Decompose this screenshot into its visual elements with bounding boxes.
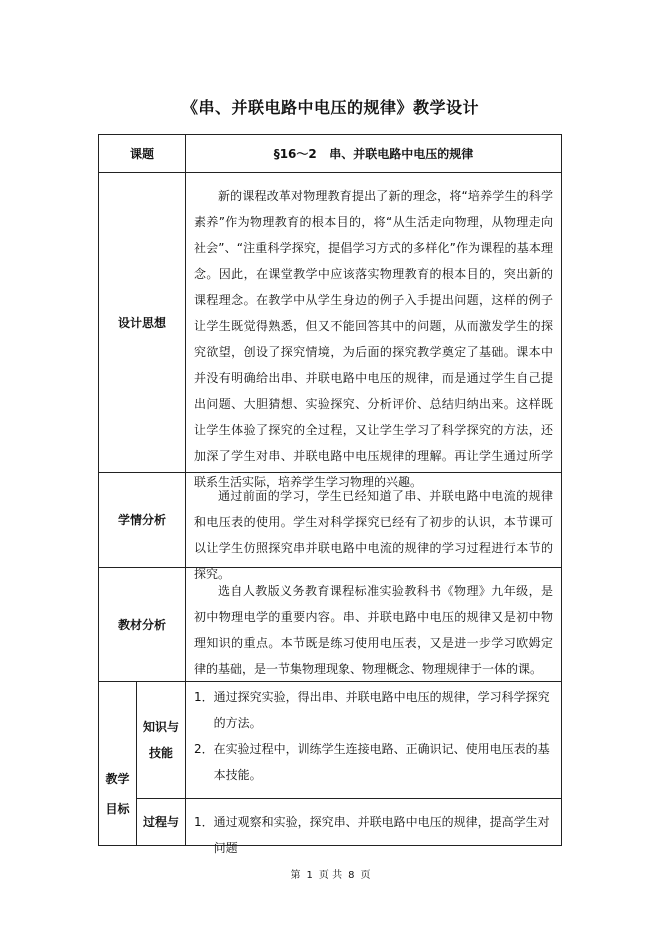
goals-label-line1: 教学 bbox=[105, 771, 130, 786]
footer-middle: 页 共 bbox=[318, 870, 343, 881]
process-list bbox=[186, 799, 562, 855]
textbook-label-cell bbox=[99, 568, 186, 682]
students-label-cell bbox=[99, 473, 186, 568]
list-number: 1． bbox=[194, 815, 214, 829]
topic-value: §16～2 串、并联电路中电压的规律 bbox=[273, 146, 474, 161]
list-item bbox=[194, 736, 553, 788]
footer-page-number: 1 bbox=[306, 870, 313, 881]
design-label: 设计思想 bbox=[117, 315, 166, 330]
design-label-cell bbox=[99, 173, 186, 473]
design-text: 新的课程改革对物理教育提出了新的理念，将“培养学生的科学素养”作为物理教育的根本目的，将“从生活走向物理，从物理走向社会”、“注重科学探究，提倡学习方式的多样化”作为课程的基本理念。因此，在课堂教学中应该落实物理教育的根本目的，突出新的课程理念。在教学中从学生身边的例子入手提出问题，这样的例子让学生既觉得熟悉，但又不能回答其中的问题，从而激发学生的探究欲望，创设了探究情境，为后面的探究教学奠定了基础。课本中并没有明确给出串、并联电路中电压的规律，而是通过学生自己提出问题、大胆猜想、实验探究、分析评价、总结归纳出来。这样既让学生体验了探究的全过程，又让学生学习了科学探究的方法，还加深了学生对串、并联电路中电压规律的理解。再让学生通过所学联系生活实际，培养学生学习物理的兴趣。 bbox=[186, 173, 562, 473]
goals-label-line2: 目标 bbox=[105, 801, 130, 816]
students-label: 学情分析 bbox=[117, 513, 166, 527]
textbook-label: 教材分析 bbox=[117, 617, 166, 632]
goals-label-cell bbox=[99, 682, 137, 846]
list-text: 在实验过程中，训练学生连接电路、正确识记、使用电压表的基本技能。 bbox=[213, 742, 550, 782]
topic-label: 课题 bbox=[129, 146, 154, 161]
list-text: 通过观察和实验，探究串、并联电路中电压的规律，提高学生对问题 bbox=[213, 815, 550, 855]
document-title: 《串、并联电路中电压的规律》教学设计 bbox=[181, 98, 479, 117]
knowledge-label-cell bbox=[137, 682, 186, 799]
topic-label-cell bbox=[99, 135, 186, 173]
footer-total-pages: 8 bbox=[348, 870, 355, 881]
page-footer bbox=[0, 866, 661, 881]
list-item bbox=[194, 809, 553, 861]
textbook-text: 选自人教版义务教育课程标准实验教科书《物理》九年级，是初中物理电学的重要内容。串、并联电路中电压的规律又是初中物理知识的重点。本节既是练习使用电压表，又是进一步学习欧姆定律的基础，是一节集物理现象、物理概念、物理规律于一体的课。 bbox=[186, 568, 562, 682]
list-item bbox=[194, 684, 553, 736]
list-number: 1． bbox=[194, 690, 214, 704]
topic-value-cell bbox=[186, 135, 562, 173]
knowledge-label-line2: 技能 bbox=[148, 746, 173, 760]
process-label-line1: 过程与 bbox=[142, 815, 179, 829]
knowledge-list bbox=[186, 682, 562, 799]
students-text: 通过前面的学习，学生已经知道了串、并联电路中电流的规律和电压表的使用。学生对科学探究已经有了初步的认识，本节课可以让学生仿照探究串并联电路中电流的规律的学习过程进行本节的探究。 bbox=[186, 473, 562, 568]
list-text: 通过探究实验，得出串、并联电路中电压的规律，学习科学探究的方法。 bbox=[213, 690, 550, 730]
process-label-cell bbox=[137, 799, 186, 846]
list-number: 2． bbox=[194, 742, 214, 756]
lesson-plan-table bbox=[98, 134, 562, 855]
footer-suffix: 页 bbox=[360, 870, 371, 881]
footer-prefix: 第 bbox=[290, 870, 301, 881]
knowledge-label-line1: 知识与 bbox=[142, 720, 179, 734]
